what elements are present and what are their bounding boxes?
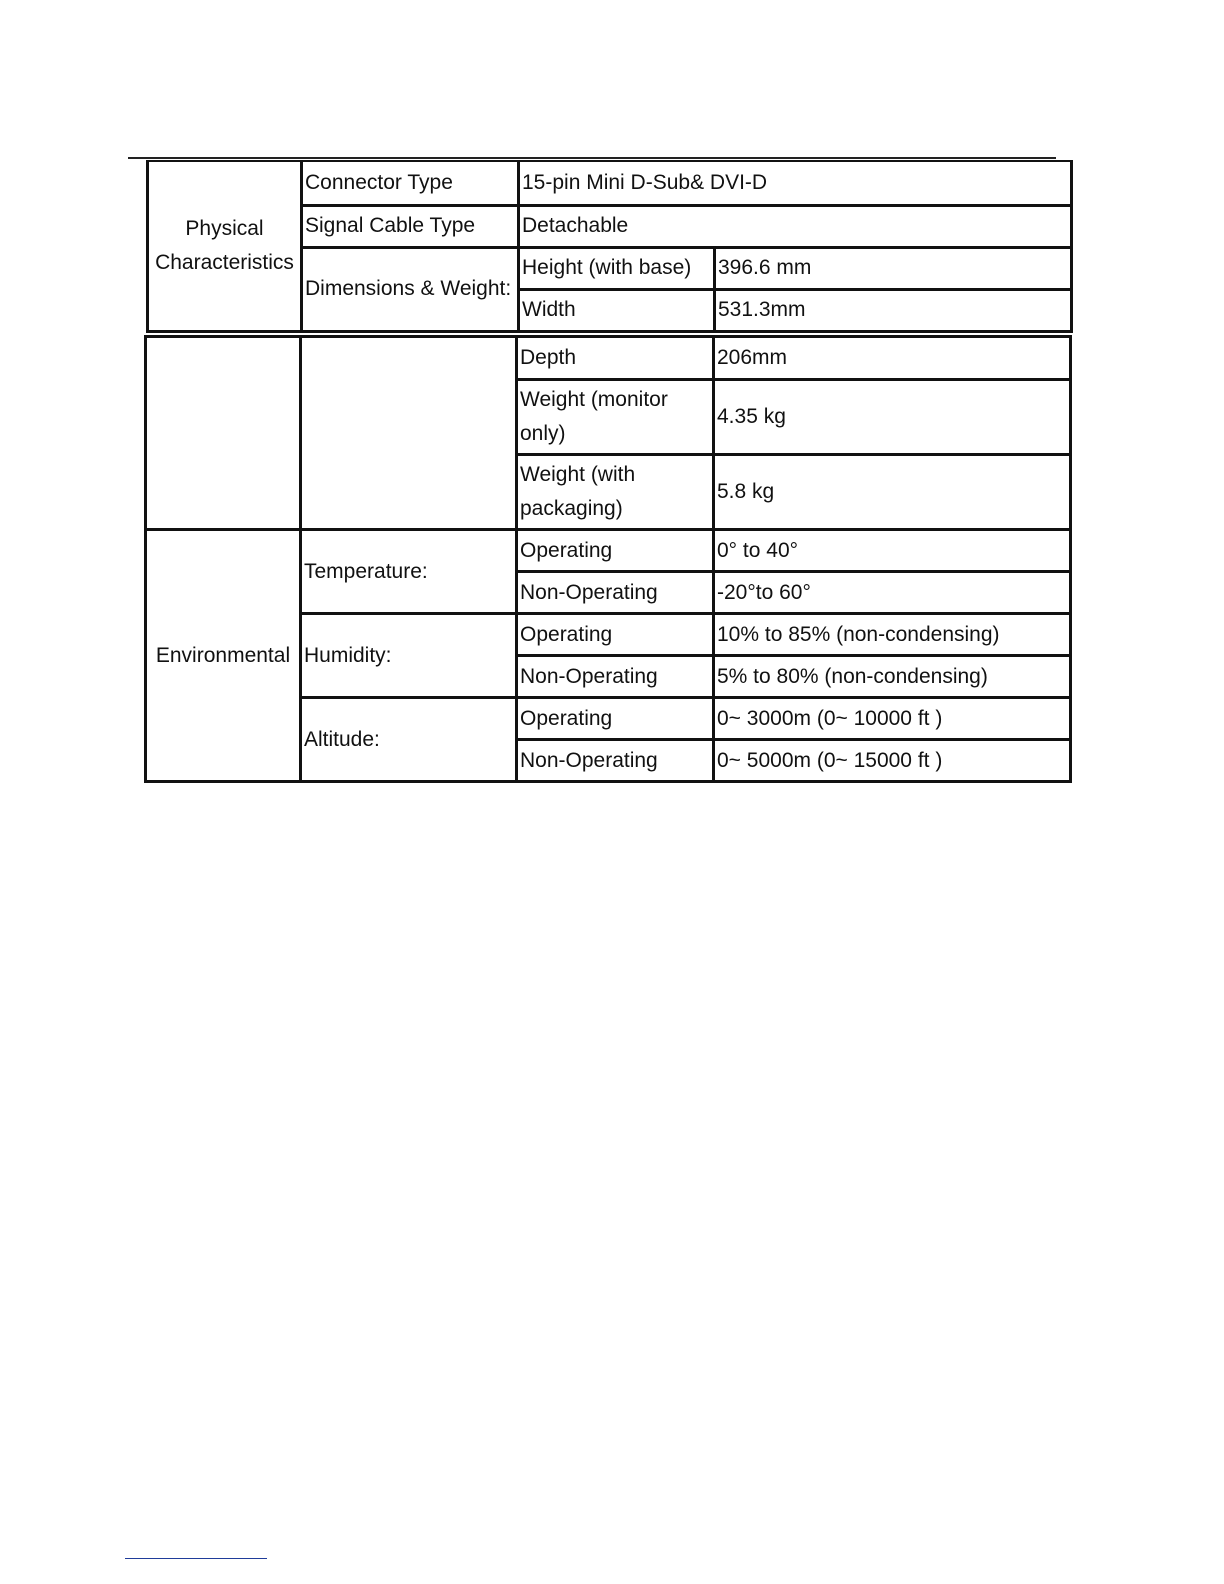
- label-height: Height (with base): [519, 247, 715, 289]
- category-environmental: Environmental: [146, 530, 301, 782]
- category-physical-continued: [146, 337, 301, 530]
- value-altitude-operating: 0~ 3000m (0~ 10000 ft ): [714, 698, 1071, 740]
- label-altitude-non-operating: Non-Operating: [517, 740, 714, 782]
- label-temperature-operating: Operating: [517, 530, 714, 572]
- label-signal-cable-type: Signal Cable Type: [302, 205, 519, 247]
- value-connector-type: 15-pin Mini D-Sub& DVI-D: [519, 161, 1072, 205]
- table-row: [146, 530, 1071, 572]
- label-dimensions-weight: Dimensions & Weight:: [302, 247, 519, 331]
- label-humidity-non-operating: Non-Operating: [517, 656, 714, 698]
- label-weight-with-packaging: Weight (with packaging): [517, 455, 714, 530]
- category-physical: Physical Characteristics: [148, 161, 302, 331]
- value-height: 396.6 mm: [715, 247, 1072, 289]
- table-row: [146, 337, 1071, 380]
- table-row: [148, 161, 1072, 205]
- value-temperature-operating: 0° to 40°: [714, 530, 1071, 572]
- label-humidity-operating: Operating: [517, 614, 714, 656]
- value-weight-with-packaging: 5.8 kg: [714, 455, 1071, 530]
- label-altitude-operating: Operating: [517, 698, 714, 740]
- label-connector-type: Connector Type: [302, 161, 519, 205]
- label-width: Width: [519, 289, 715, 331]
- spec-table-physical: [146, 160, 1073, 333]
- value-weight-monitor-only: 4.35 kg: [714, 380, 1071, 455]
- label-humidity: Humidity:: [301, 614, 517, 698]
- value-temperature-non-operating: -20°to 60°: [714, 572, 1071, 614]
- value-width: 531.3mm: [715, 289, 1072, 331]
- label-temperature-non-operating: Non-Operating: [517, 572, 714, 614]
- value-altitude-non-operating: 0~ 5000m (0~ 15000 ft ): [714, 740, 1071, 782]
- label-depth: Depth: [517, 337, 714, 380]
- footnote-rule: [125, 1558, 267, 1559]
- label-dimensions-continued: [301, 337, 517, 530]
- value-signal-cable-type: Detachable: [519, 205, 1072, 247]
- label-temperature: Temperature:: [301, 530, 517, 614]
- label-altitude: Altitude:: [301, 698, 517, 782]
- spec-table-continued: [144, 335, 1072, 783]
- value-depth: 206mm: [714, 337, 1071, 380]
- value-humidity-non-operating: 5% to 80% (non-condensing): [714, 656, 1071, 698]
- label-weight-monitor-only: Weight (monitor only): [517, 380, 714, 455]
- top-rule: [128, 157, 1056, 159]
- value-humidity-operating: 10% to 85% (non-condensing): [714, 614, 1071, 656]
